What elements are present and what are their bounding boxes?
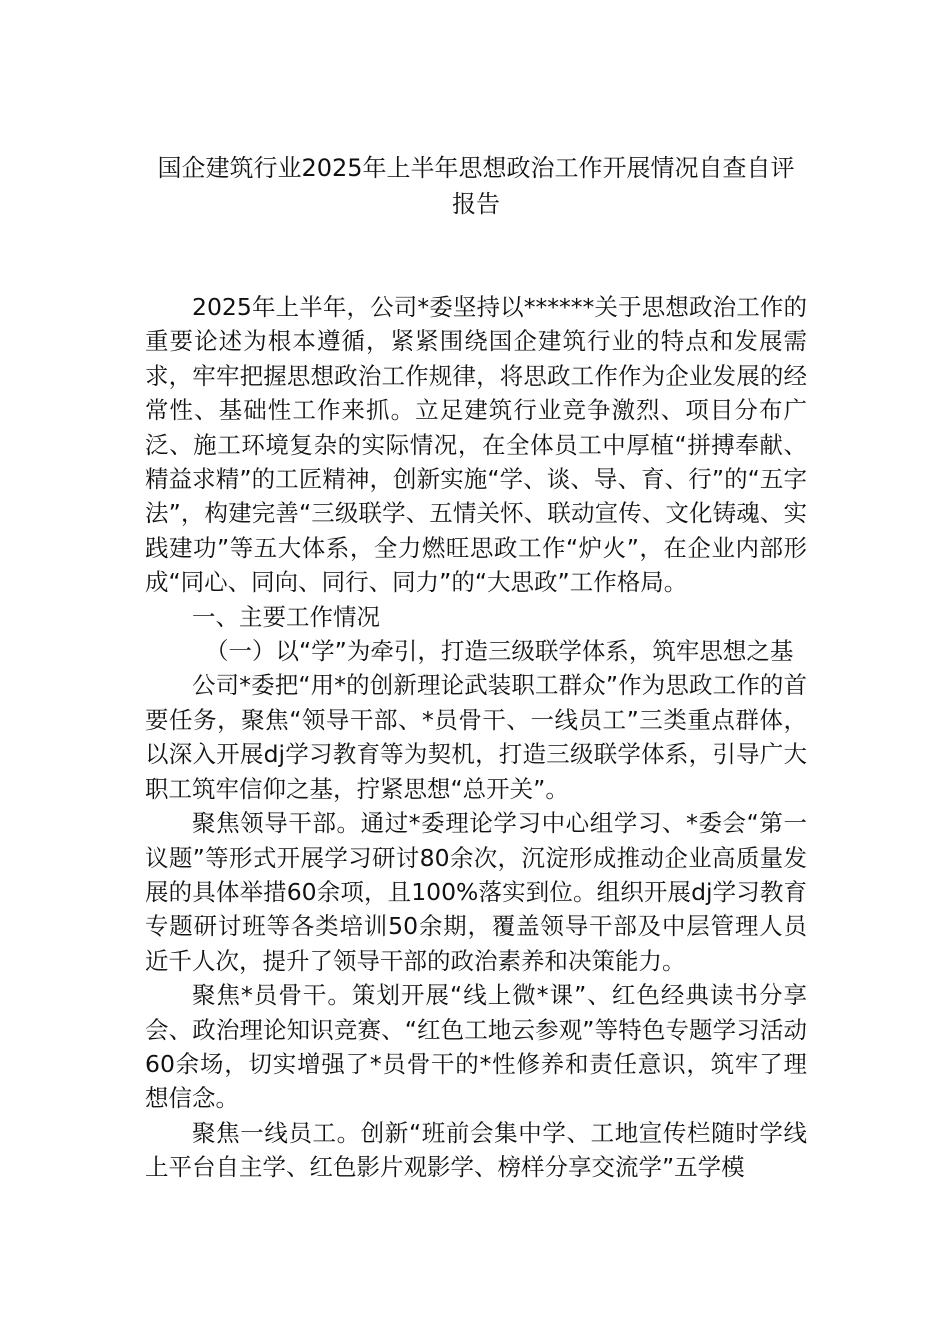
document-body	[145, 290, 807, 1185]
title-line-1: 国企建筑行业2025年上半年思想政治工作开展情况自查自评	[157, 154, 795, 182]
subsection-heading: （一）以“学”为牵引，打造三级联学体系，筑牢思想之基	[205, 637, 794, 666]
intro-paragraph: 2025年上半年，公司*委坚持以******关于思想政治工作的重要论述为根本遵循，紧紧围绕国企建筑行业的特点和发展需求，牢牢把握思想政治工作规律，将思政工作作为企业发展的经常性、基础性工作来抓。立足建筑行业竞争激烈、项目分布广泛、施工环境复杂的实际情况，在全体员工中厚植“拼搏奉献、精益求精”的工匠精神，创新实施“学、谈、导、育、行”的“五字法”，构建完善“三级联学、五情关怀、联动宣传、文化铸魂、实践建功”等五大体系，全力燃旺思政工作“炉火”，在企业内部形成“同心、同向、同行、同力”的“大思政”工作格局。	[145, 293, 807, 597]
body-paragraph: 聚焦*员骨干。策划开展“线上微*课”、红色经典读书分享会、政治理论知识竞赛、“红色工地云参观”等特色专题学习活动60余场，切实增强了*员骨干的*性修养和责任意识，筑牢了理想信念。	[145, 981, 807, 1113]
document-title	[145, 150, 807, 222]
body-paragraph: 聚焦一线员工。创新“班前会集中学、工地宣传栏随时学线上平台自主学、红色影片观影学、榜样分享交流学”五学模	[145, 1118, 807, 1182]
section-heading: 一、主要工作情况	[192, 602, 380, 631]
title-line-2: 报告	[452, 190, 500, 218]
body-paragraph: 公司*委把“用*的创新理论武装职工群众”作为思政工作的首要任务，聚焦“领导干部、*员骨干、一线员工”三类重点群体，以深入开展dj学习教育等为契机，打造三级联学体系，引导广大职工筑牢信仰之基，拧紧思想“总开关”。	[145, 671, 807, 803]
body-paragraph: 聚焦领导干部。通过*委理论学习中心组学习、*委会“第一议题”等形式开展学习研讨80余次，沉淀形成推动企业高质量发展的具体举措60余项，且100%落实到位。组织开展dj学习教育专题研讨班等各类培训50余期，覆盖领导干部及中层管理人员近千人次，提升了领导干部的政治素养和决策能力。	[145, 809, 807, 975]
document-page	[145, 150, 807, 1185]
